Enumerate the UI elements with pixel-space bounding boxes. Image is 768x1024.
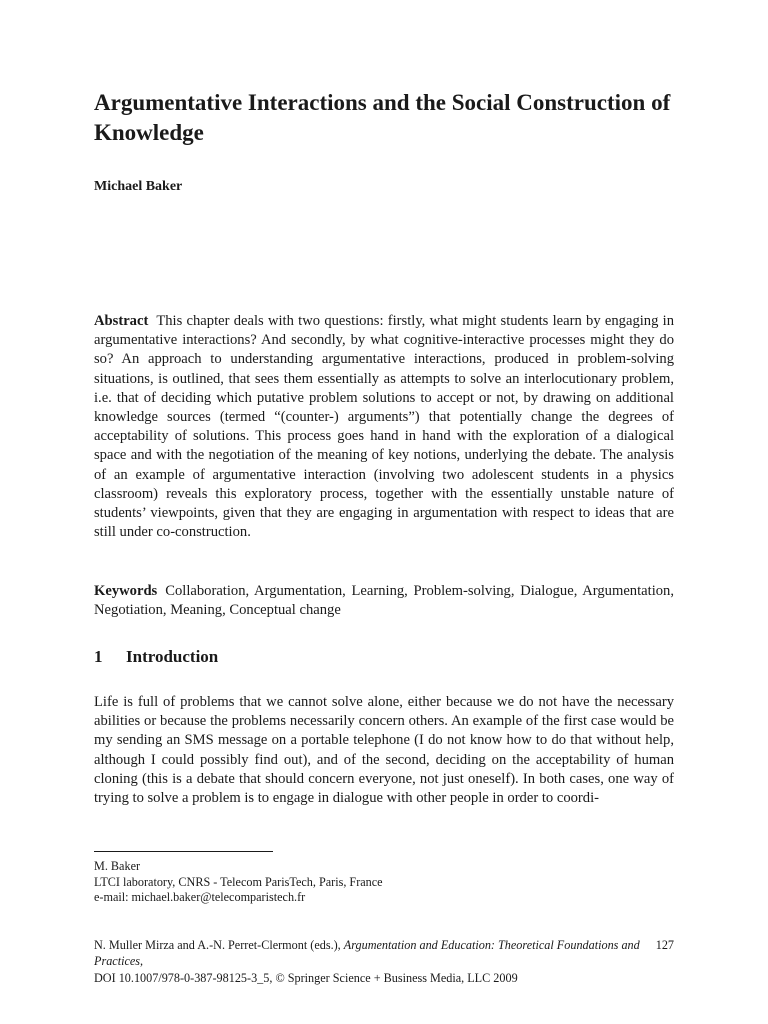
footer-citation [94, 937, 674, 970]
footnote-divider [94, 851, 273, 852]
footnote-affiliation: LTCI laboratory, CNRS - Telecom ParisTech, Paris, France [94, 874, 383, 889]
page-number: 127 [655, 938, 674, 952]
section-heading [94, 647, 218, 667]
footer-doi: DOI 10.1007/978-0-387-98125-3_5, © Springer Science + Business Media, LLC 2009 [94, 970, 518, 985]
keywords-text: Collaboration, Argumentation, Learning, Problem-solving, Dialogue, Argumentation, Negotiation, Meaning, Conceptual change [94, 583, 674, 619]
footer-book-title: Argumentation and Education: Theoretical Foundations and Practices, [94, 938, 640, 969]
footer-editors: N. Muller Mirza and A.-N. Perret-Clermont (eds.), [94, 938, 341, 952]
abstract-text: This chapter deals with two questions: firstly, what might students learn by engaging in argumentative interactions? And secondly, by what cognitive-interactive processes might they do so? An approach to understanding argumentative interactions, produced in problem-solving situations, is outlined, that sees them essentially as attempts to solve an interlocutionary problem, i.e. that of deciding which putative problem solutions to accept or not, by drawing on additional knowledge sources (termed “(counter-) arguments”) that potentially change the degrees of acceptability of solutions. This process goes hand in hand with the exploration of a dialogical space and with the negotiation of the meaning of key notions, underlying the debate. The analysis of an example of argumentative interaction (involving two adolescent students in a physics classroom) reveals this exploratory process, together with the essentially unstable nature of students’ viewpoints, given that they are engaging in argumentation with respect to ideas that are still under co-construction. [94, 313, 674, 541]
keywords-paragraph [94, 582, 674, 620]
page-footer [94, 937, 674, 986]
abstract-paragraph [94, 312, 674, 542]
footnote-email: e-mail: michael.baker@telecomparistech.fr [94, 890, 306, 905]
footnote-author-name: M. Baker [94, 859, 141, 873]
section-number: 1 [94, 647, 103, 666]
section-title: Introduction [126, 647, 219, 666]
author-footnote [94, 859, 674, 906]
keywords-label: Keywords [94, 583, 158, 599]
introduction-paragraph: Life is full of problems that we cannot solve alone, either because we do not have the necessary abilities or because the problems necessarily concern others. An example of the first case would be my sending an SMS message on a portable telephone (I do not know how to do that without help, although I could possibly find out), and of the second, deciding on the acceptability of human cloning (this is a debate that should concern everyone, not just oneself). In both cases, one way of trying to solve a problem is to engage in dialogue with other people in order to coordi- [94, 694, 674, 807]
abstract-label: Abstract [94, 313, 149, 329]
author-name: Michael Baker [94, 179, 183, 194]
chapter-title: Argumentative Interactions and the Social Construction of Knowledge [94, 90, 671, 145]
